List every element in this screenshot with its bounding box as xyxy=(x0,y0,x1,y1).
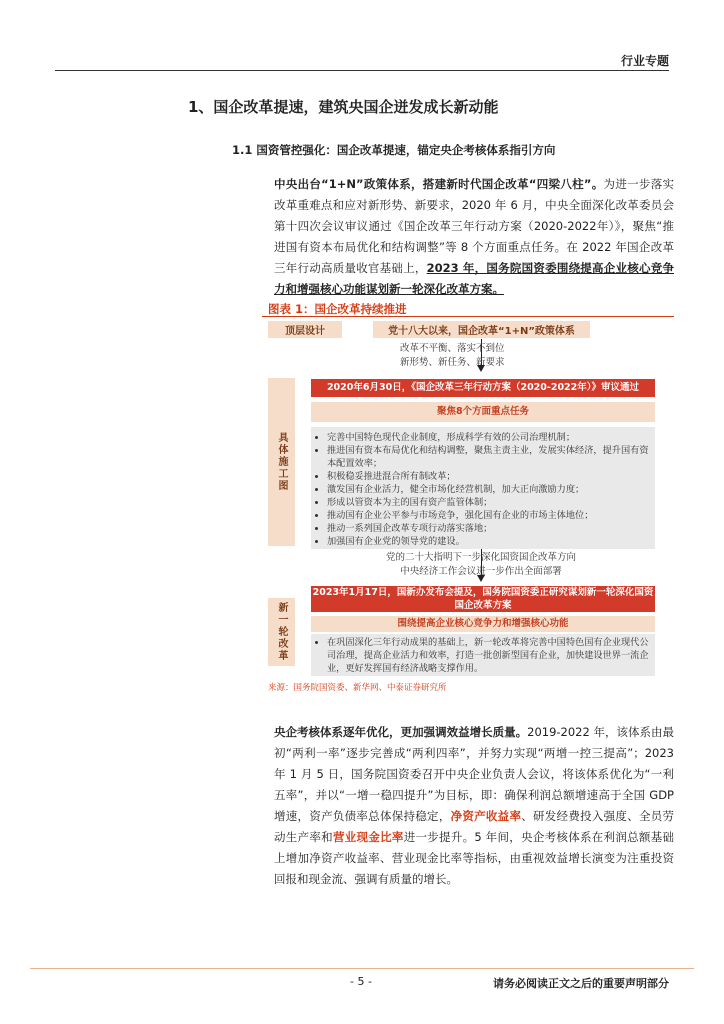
paragraph-1 xyxy=(274,174,674,300)
tasks-box xyxy=(311,427,655,549)
paragraph-2-body-b: 、研发经费投入强度、全员劳动生产率和 xyxy=(274,809,675,844)
note-2-line-2: 中央经济工作会议进一步作出全面部署 xyxy=(400,566,562,577)
task-item: • 推动国有企业公平参与市场竞争，强化国有企业的市场主体地位； xyxy=(327,509,655,522)
paragraph-1-body: 为进一步落实改革重难点和应对新形势、新要求，2020 年 6 月，中央全面深化改革委员会第十四次会议审议通过《国企改革三年行动方案（2020-2022年）》，聚焦“推进国有资本布局优化和结构调整”等 8 个方面重点任务。在 2022 年国企改革三年行动高质量收官基础上， xyxy=(274,177,674,275)
footer-divider xyxy=(30,968,694,969)
new-round-bar: 2023年1月17日，国新办发布会提及，国务院国资委正研究谋划新一轮深化国资国企改革方案 xyxy=(312,587,654,611)
note-1-line-1: 改革不平衡、落实不到位 xyxy=(400,343,505,354)
figure-title: 图表 1：国企改革持续推进 xyxy=(268,302,407,316)
highlight-roe: 净资产收益率 xyxy=(450,809,522,823)
side-tag-new-round: 新一轮改革 xyxy=(268,598,295,666)
new-round-box xyxy=(311,634,655,676)
task-item: • 推动一系列国企改革专项行动落实落地； xyxy=(327,522,655,535)
figure-title-rule xyxy=(262,316,674,317)
page-number: - 5 - xyxy=(350,975,372,988)
task-item: • 积极稳妥推进混合所有制改革； xyxy=(327,470,655,483)
disclaimer-notice: 请务必阅读正文之后的重要声明部分 xyxy=(493,977,669,990)
paragraph-2-body-a: 2019-2022 年，该体系由最初“两利一率”逐步完善成“两利四率”，并努力实现“两增一控三提高”；2023 年 1 月 5 日，国务院国资委召开中央企业负责人会议，将该体系优化为“一利五率”，并以“一增一稳四提升”为目标，即：确保利润总额增速高于全国 GDP 增速，资产负债率总体保持稳定， xyxy=(274,725,675,823)
note-1-line-2: 新形势、新任务、新要求 xyxy=(400,357,505,368)
header-label: 行业专题 xyxy=(620,54,669,68)
header-divider xyxy=(55,70,669,71)
new-round-text: • 在巩固深化三年行动成果的基础上，新一轮改革将完善中国特色国有企业现代公司治理，提高企业活力和效率，打造一批创新型国有企业，加快建设世界一流企业，更好发挥国有经济战略支撑作用。 xyxy=(327,636,655,675)
arrow-down-icon xyxy=(477,575,485,582)
core-competitiveness-bar: 围绕提高企业核心竞争力和增强核心功能 xyxy=(311,616,655,632)
task-item: • 加强国有企业党的领导党的建设。 xyxy=(327,535,655,548)
task-item: • 激发国有企业活力，健全市场化经营机制，加大正向激励力度； xyxy=(327,483,655,496)
action-plan-bar: 2020年6月30日，《国企改革三年行动方案（2020-2022年）》审议通过 xyxy=(311,379,655,397)
note-2-line-1: 党的二十大指明下一步深化国资国企改革方向 xyxy=(385,552,576,563)
paragraph-2-lead: 央企考核体系逐年优化，更加强调效益增长质量。 xyxy=(274,725,528,739)
top-design-tag: 顶层设计 xyxy=(268,321,342,338)
paragraph-2-body-c: 进一步提升。5 年间，央企考核体系在利润总额基础上增加净资产收益率、营业现金比率等指标，由重视效益增长演变为注重投资回报和现金流、强调有质量的增长。 xyxy=(274,830,675,886)
paragraph-1-tail: 2023 年，国务院国资委围绕提高企业核心竞争力和增强核心功能谋划新一轮深化改革方案。 xyxy=(274,261,674,296)
subsection-heading: 1.1 国资管控强化：国企改革提速，锚定央企考核体系指引方向 xyxy=(232,143,556,157)
figure-source: 来源：国务院国资委、新华网、中泰证券研究所 xyxy=(268,683,447,693)
arrow-down-icon xyxy=(477,365,485,372)
section-heading: 1、国企改革提速，建筑央国企迸发成长新动能 xyxy=(188,98,499,116)
task-item: • 形成以管资本为主的国有资产监管体制； xyxy=(327,496,655,509)
paragraph-1-lead: 中央出台“1+N”政策体系，搭建新时代国企改革“四梁八柱”。 xyxy=(274,177,604,191)
highlight-cash-ratio: 营业现金比率 xyxy=(332,830,404,844)
focus-tasks-bar: 聚焦8个方面重点任务 xyxy=(311,402,655,422)
top-design-text: 党十八大以来，国企改革“1+N”政策体系 xyxy=(373,321,590,338)
side-tag-construction-plan: 具体施工图 xyxy=(268,378,295,546)
task-item: • 完善中国特色现代企业制度，形成科学有效的公司治理机制； xyxy=(327,431,655,444)
task-item: • 推进国有资本布局优化和结构调整，聚焦主责主业，发展实体经济，提升国有资本配置效率； xyxy=(327,444,655,470)
paragraph-2 xyxy=(274,722,674,890)
